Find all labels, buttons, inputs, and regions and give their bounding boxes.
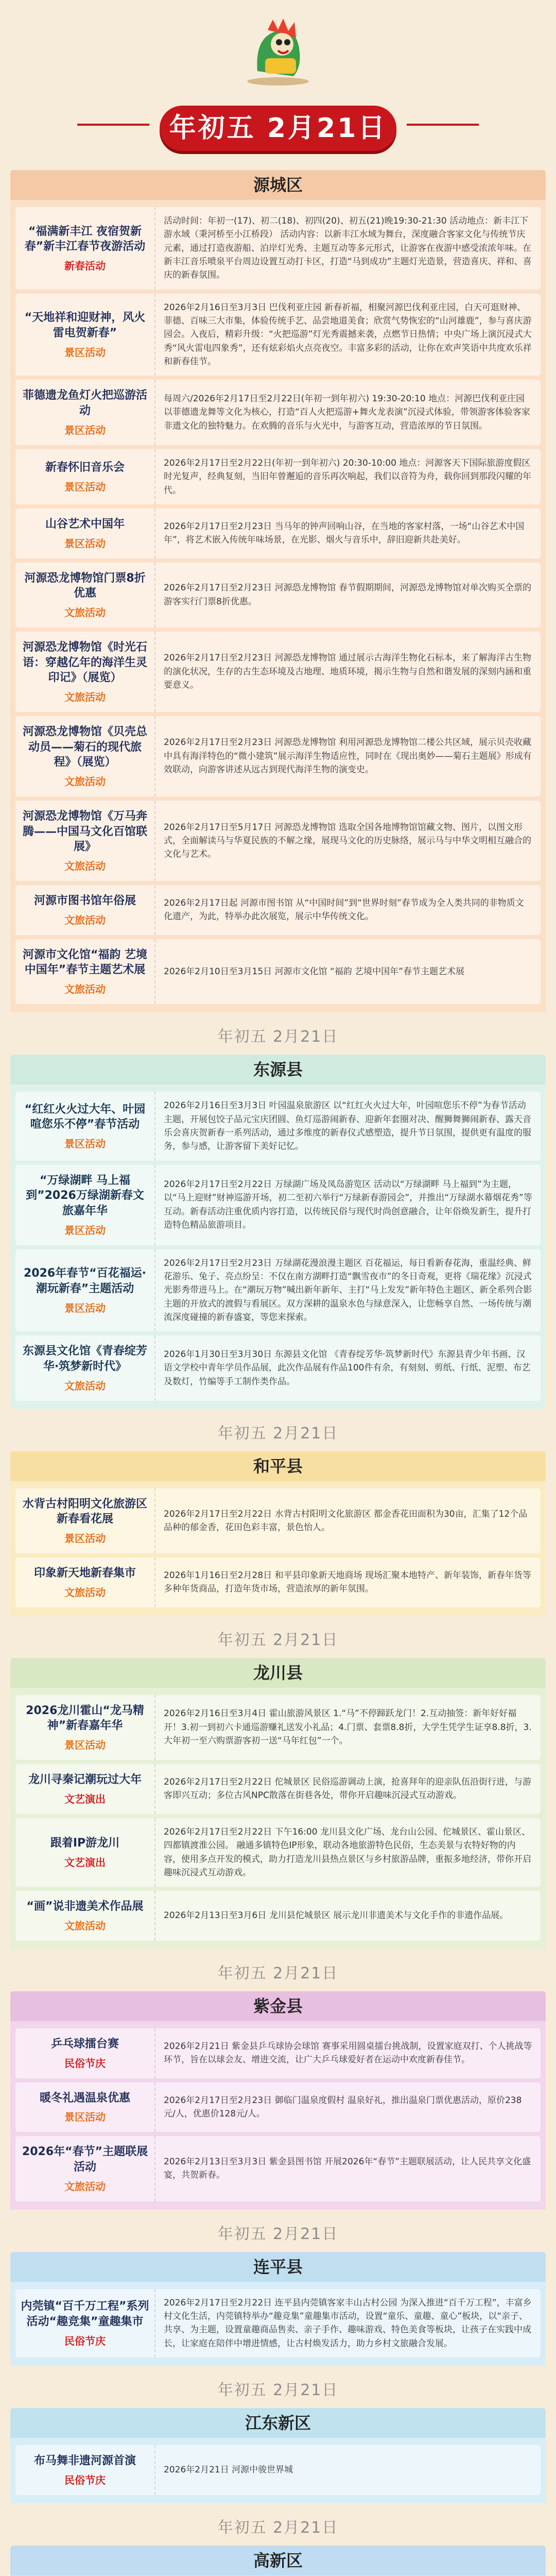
event-category: 文旅活动 — [64, 983, 106, 996]
event-name: 乒乓球擂台赛 — [50, 2037, 119, 2050]
date-divider: 年初五 2月21日 — [217, 2518, 339, 2537]
section-body — [10, 1084, 546, 1409]
event-label-cell — [15, 716, 154, 796]
event-row — [15, 1335, 541, 1400]
event-name: 河源恐龙博物馆《时光石语：穿越亿年的海洋生灵印记》（展览） — [22, 640, 147, 685]
event-name: 布马舞非遗河源首演 — [33, 2454, 136, 2467]
section-title: 江东新区 — [10, 2408, 546, 2438]
event-row — [15, 2082, 541, 2132]
event-row — [15, 1249, 541, 1332]
event-description: 2026年2月13日至3月3日 紫金县图书馆 开展2026年“春节”主题联展活动，让人民共享文化盛宴，共贺新春。 — [154, 2136, 541, 2201]
section-title: 连平县 — [10, 2252, 546, 2282]
event-label-cell — [15, 2445, 154, 2495]
event-row — [15, 563, 541, 628]
date-divider: 年初五 2月21日 — [217, 2225, 339, 2243]
event-name: 2026龙川霍山“龙马精神”新春嘉年华 — [26, 1704, 144, 1733]
event-label-cell — [15, 1335, 154, 1400]
event-description: 2026年2月17日至2月23日 河源恐龙博物馆 通过展示古海洋生物化石标本，来了解海洋古生物的演化状况，生存的古生态环境及古地理、地质环境，揭示生物与自然和谐发展的深刻内涵和重要意义。 — [154, 632, 541, 712]
date-divider: 年初五 2月21日 — [217, 2381, 339, 2399]
event-row — [15, 801, 541, 881]
event-category: 新春活动 — [64, 260, 106, 273]
event-category: 文艺演出 — [64, 1856, 106, 1869]
event-category: 文旅活动 — [64, 1379, 106, 1392]
event-row — [15, 1488, 541, 1553]
event-category: 文旅活动 — [64, 1919, 106, 1932]
event-description: 2026年2月17日至2月23日 御临门温泉度假村 温泉好礼，推出温泉门票优惠活动，原价238元/人，优惠价128元/人。 — [154, 2082, 541, 2132]
event-category: 景区活动 — [64, 346, 106, 359]
event-label-cell — [15, 207, 154, 290]
event-category: 文旅活动 — [64, 913, 106, 926]
event-description: 2026年2月17日至2月23日 万绿湖花漫浪漫主题区 百花福运，每日看新春花海，重温经典、鲜花游乐、兔子、亮点纷呈：不仅在南方湖畔打造“飘雪夜市”的冬日奇观，更将《瑞花缘》沉浸式光影秀带进马上。在“潮玩万物”喊出新年新年、主打“马上发发”新年特色主题区、新全系列合影主题的开放式的渡假与看展区。双方深耕的温泉水色与绿意深入，让您畅享自然、一场传统与潮流深度碰撞的新春盛宴，等您来探索。 — [154, 1249, 541, 1332]
event-label-cell — [15, 2028, 154, 2078]
header-decoration-right — [407, 124, 479, 126]
event-category: 景区活动 — [64, 1301, 106, 1314]
section-title: 东源县 — [10, 1055, 546, 1084]
mascot-dinosaur-icon — [237, 9, 319, 87]
event-label-cell — [15, 380, 154, 445]
event-description: 2026年2月17日至2月22日 水背古村阳明文化旅游区 都金香花田面积为30亩，汇集了12个品品种的郁金香，花田色彩丰富，景色怡人。 — [154, 1488, 541, 1553]
section-longchuan — [10, 1658, 546, 1949]
event-name: 2026年“春节”主题联展活动 — [22, 2145, 148, 2174]
event-label-cell — [15, 1695, 154, 1760]
section-lianping — [10, 2252, 546, 2366]
event-row — [15, 2289, 541, 2358]
event-name: “红红火火过大年、叶园喧您乐不停”春节活动 — [24, 1103, 146, 1131]
event-category: 文旅活动 — [64, 775, 106, 788]
event-description: 2026年2月16日至3月3日 巴伐利亚庄园 新春祈福，相聚河源巴伐利亚庄园，白天可逛财神、菲德、百味三大市集，体验传统手艺、品尝地道美食；欣赏气势恢宏的“山河雄鹿”，参与喜庆游园会。入夜后，精彩升级：“火把巡游”灯光秀震撼来袭，点燃节日热情；中央广场上演沉浸式大秀“风火雷电四象秀”，还有炫彩焰火点亮夜空。丰富多彩的活动，让你在欢声笑语中共度欢乐祥和新春佳节。 — [154, 294, 541, 376]
event-name: “万绿湖畔 马上福到”2026万绿湖新春文旅嘉年华 — [26, 1174, 144, 1217]
section-body — [10, 2282, 546, 2366]
event-description: 活动时间：年初一(17)、初二(18)、初四(20)、初五(21)晚19:30-21:30 活动地点：新丰江下游水域（秉河桥至小江桥段） 活动内容：以新丰江水域为舞台，深度融合客家文化与传统节庆元素，通过打造夜游船、泊岸灯光秀、主题互动等多元形式，让游客在夜游中感受浓浓年味。在新丰江音乐喷泉平台周边设置互动打卡区，打造“马到成功”主题灯光造景，营造喜庆、祥和、喜庆的新春氛围。 — [154, 207, 541, 290]
event-row — [15, 632, 541, 712]
event-category: 文旅活动 — [64, 1586, 106, 1599]
date-divider: 年初五 2月21日 — [217, 1424, 339, 1443]
event-name: 印象新天地新春集市 — [33, 1567, 136, 1580]
event-name: 山谷艺术中国年 — [45, 517, 125, 531]
event-name: 河源恐龙博物馆门票8折优惠 — [24, 571, 146, 600]
section-body — [10, 1481, 546, 1616]
event-category: 文旅活动 — [64, 2180, 106, 2193]
event-description: 2026年2月16日至3月3日 叶园温泉旅游区 以“红红火火过大年，叶园喧您乐不停”为春节活动主题，开展包饺子品元宝庆团圆、鱼灯巡游闹新春、迎新年套圈对决、醒狮舞狮闹新春、露天音乐会喜庆贺新春一系列活动，通过多维度的新春仪式感塑造，提升节日氛围，提供更有温度的服务，参与感，让游客留下美好记忆。 — [154, 1092, 541, 1160]
event-description: 2026年2月10日至3月15日 河源市文化馆 “福韵 艺境中国年”春节主题艺术展 — [154, 939, 541, 1004]
event-description: 2026年2月17日至2月22日 佗城景区 民俗巡游调动上演，抢喜拜年的迎亲队伍沿街行进，与游客即兴互动；多位古风NPC散落在街巷各处，带你开启趣味沉浸式互动游戏。 — [154, 1764, 541, 1814]
event-row — [15, 1891, 541, 1941]
event-row — [15, 885, 541, 935]
page-title: 年初五 2月21日 — [160, 106, 396, 151]
section-gaoxin — [10, 2546, 546, 2576]
event-row — [15, 1557, 541, 1607]
event-name: 东源县文化馆《青春绽芳华·筑梦新时代》 — [22, 1345, 147, 1373]
event-label-cell — [15, 563, 154, 628]
event-label-cell — [15, 1165, 154, 1245]
event-label-cell — [15, 2136, 154, 2201]
event-row — [15, 1092, 541, 1160]
event-label-cell — [15, 1249, 154, 1332]
event-description: 2026年2月21日 紫金县乒乓球协会球馆 赛事采用圆桌擂台挑战制，设置家庭双打、个人挑战等环节，旨在以球会友、增进交流，让广大乒乓球爱好者在运动中欢度新春佳节。 — [154, 2028, 541, 2078]
event-name: 水背古村阳明文化旅游区新春看花展 — [22, 1497, 147, 1526]
event-label-cell — [15, 1764, 154, 1814]
event-name: 内莞镇“百千万工程”系列活动“趣竞集”童趣集市 — [21, 2300, 149, 2328]
event-description: 2026年2月17日至2月22日 下午16:00 龙川县文化广场、龙台山公园、佗城景区、霍山景区、四都镇渡淮公园。 融通多镇特色IP形象，联动各地旅游特色民俗，生态美景与农特好物的内容，使用多点开发的模式，助力打造龙川县热点景区与乡村旅游品牌，重振多地经济，带你开启趣味沉浸式互动游戏。 — [154, 1818, 541, 1887]
event-label-cell — [15, 509, 154, 558]
event-label-cell — [15, 1488, 154, 1553]
event-description: 2026年2月17日至2月22日 连平县内莞镇客家丰山古村公园 为深入推进“百千万工程”，丰富乡村文化生活，内莞镇特举办“趣竞集”童趣集市活动，设置“童乐、童趣、童心”板块，以“亲子、共享、为主题，设置童趣商品售卖、亲子手作、趣味游戏、特色美食等板块，让孩子在实践中成长，让家庭在陪伴中增进情感，让古村焕发活力，助力乡村文旅融合发展。 — [154, 2289, 541, 2358]
section-title: 龙川县 — [10, 1658, 546, 1688]
event-description: 2026年2月17日起 河源市图书馆 从“中国时间”到“世界时刻”春节成为全人类共同的非物质文化遗产，为此，特举办此次展览，展示中华传统文化。 — [154, 885, 541, 935]
event-row — [15, 1764, 541, 1814]
event-description: 2026年2月21日 河源中骏世界城 — [154, 2445, 541, 2495]
event-label-cell — [15, 885, 154, 935]
event-category: 文旅活动 — [64, 690, 106, 703]
section-body — [10, 1688, 546, 1949]
event-category: 民俗节庆 — [64, 2057, 106, 2070]
date-divider: 年初五 2月21日 — [217, 1964, 339, 1982]
event-row — [15, 380, 541, 445]
event-description: 2026年2月17日至2月23日 河源恐龙博物馆 春节假期期间，河源恐龙博物馆对单次购买全票的游客实行门票8折优惠。 — [154, 563, 541, 628]
section-yuancheng — [10, 170, 546, 1012]
event-row — [15, 1695, 541, 1760]
event-label-cell — [15, 1092, 154, 1160]
event-name: 菲德遗龙鱼灯火把巡游活动 — [22, 389, 147, 418]
event-description: 2026年1月16日至2月28日 和平县印象新天地商场 现场汇聚本地特产、新年装饰，新春年货等多种年货商品，打造年货市场，营造浓厚的新年氛围。 — [154, 1557, 541, 1607]
event-description: 2026年2月17日至2月23日 当马年的钟声回响山谷，在当地的客家村落，一场“山谷艺术中国年”，将艺术嵌入传统年味场景，在光影、烟火与音乐中，辞旧迎新共赴美好。 — [154, 509, 541, 558]
date-divider: 年初五 2月21日 — [217, 1631, 339, 1649]
event-description: 2026年2月17日至2月23日 河源恐龙博物馆 利用河源恐龙博物馆二楼公共区域，展示贝壳收藏中具有海洋特色的“微小建筑”展示海洋生物适应性，同时在《现出奥妙——菊石主题展》形成有效联动，向游客讲述从远古到现代海洋生物的演变史。 — [154, 716, 541, 796]
section-body — [10, 2021, 546, 2210]
event-row — [15, 207, 541, 290]
event-name: 河源市图书馆年俗展 — [33, 894, 136, 908]
event-name: “福满新丰江 夜宿贺新春”新丰江春节夜游活动 — [24, 225, 146, 253]
event-row — [15, 449, 541, 504]
section-dongyuan — [10, 1055, 546, 1409]
event-category: 景区活动 — [64, 1138, 106, 1150]
event-row — [15, 939, 541, 1004]
event-label-cell — [15, 2289, 154, 2358]
event-label-cell — [15, 294, 154, 376]
event-category: 文艺演出 — [64, 1792, 106, 1805]
event-category: 文旅活动 — [64, 860, 106, 873]
event-name: 河源市文化馆“福韵 艺境中国年”春节主题艺术展 — [22, 948, 148, 977]
section-title: 源城区 — [10, 170, 546, 200]
event-label-cell — [15, 1818, 154, 1887]
event-row — [15, 716, 541, 796]
event-label-cell — [15, 2082, 154, 2132]
sections-container — [0, 170, 556, 2576]
event-category: 景区活动 — [64, 423, 106, 436]
event-row — [15, 1165, 541, 1245]
event-description: 2026年2月17日至5月17日 河源恐龙博物馆 选取全国各地博物馆馆藏文物、图片，以图文形式，全面解读马与华夏民族的不解之缘，展现马文化的历史脉络，展示马与中华文明相互融合的文化与艺术。 — [154, 801, 541, 881]
section-heping — [10, 1451, 546, 1616]
event-label-cell — [15, 939, 154, 1004]
event-row — [15, 2136, 541, 2201]
event-name: 河源恐龙博物馆《万马奔腾——中国马文化百馆联展》 — [22, 810, 147, 854]
event-category: 文旅活动 — [64, 606, 106, 619]
event-row — [15, 2028, 541, 2078]
event-row — [15, 294, 541, 376]
event-row — [15, 509, 541, 558]
event-name: “天地祥和迎财神，风火雷电贺新春” — [24, 311, 146, 340]
event-name: 暖冬礼遇温泉优惠 — [39, 2091, 130, 2105]
event-description: 2026年2月17日至2月22日 万绿湖广场及凤岛游览区 活动以“万绿湖畔 马上福到”为主题，以“马上迎财”财神巡游开场，初二至初六举行“万绿新春游园会”，并推出“万绿湖水幕烟花秀”等互动。新春活动注重优质内容打造，以传统民俗与现代时尚创意融合，让年俗焕发新生，提升打造特色精品旅游项目。 — [154, 1165, 541, 1245]
section-body — [10, 200, 546, 1012]
event-name: 2026年春节“百花福运·潮玩新春”主题活动 — [23, 1267, 147, 1295]
event-name: 跟着IP游龙川 — [50, 1837, 120, 1850]
event-row — [15, 1818, 541, 1887]
event-name: “画”说非遗美术作品展 — [26, 1900, 144, 1913]
event-description: 2026年2月17日至2月22日(年初一到年初六) 20:30-10:00 地点：河源客天下国际旅游度假区 时光复声，经典复刻，当旧年曾邂逅的音乐再次响起，我们以音符为舟，载你回到那段闪耀的年代。 — [154, 449, 541, 504]
section-zijin — [10, 1991, 546, 2210]
event-description: 每周六/2026年2月17日至2月22日(年初一到年初六) 19:30-20:10 地点：河源巴伐利亚庄园 以菲德遗龙舞等文化为核心，打造“百人火把巡游+舞火龙表演”沉浸式体验，带领游客体验客家非遗文化的独特魅力。在欢腾的音乐与火光中，与游客互动，营造浓厚的节日氛围。 — [154, 380, 541, 445]
section-body — [10, 2438, 546, 2503]
event-label-cell — [15, 449, 154, 504]
event-description: 2026年2月16日至3月4日 霍山旅游风景区 1.“马”不停蹄跃龙门！2.互动抽签：新年好好福开！3.初一到初六卡通巡游赚礼送发小礼品；4.门票、套票8.8折，大学生凭学生证享8.8折，3.大年初一至六购票游客初一送“马年红包”一个。 — [154, 1695, 541, 1760]
section-jiangdong — [10, 2408, 546, 2503]
event-name: 河源恐龙博物馆《贝壳总动员——菊石的现代旅程》（展览） — [22, 725, 147, 769]
event-row — [15, 2445, 541, 2495]
event-category: 景区活动 — [64, 1739, 106, 1752]
event-category: 景区活动 — [64, 1224, 106, 1236]
section-title: 高新区 — [10, 2546, 546, 2575]
event-category: 民俗节庆 — [64, 2473, 106, 2486]
event-name: 龙川寻秦记潮玩过大年 — [28, 1773, 142, 1787]
event-name: 新春怀旧音乐会 — [45, 461, 125, 474]
event-description: 2026年2月13日至3月6日 龙川县佗城景区 展示龙川非遗美术与文化手作的非遗作品展。 — [154, 1891, 541, 1941]
event-label-cell — [15, 632, 154, 712]
header — [0, 0, 556, 170]
event-category: 景区活动 — [64, 480, 106, 493]
event-category: 景区活动 — [64, 537, 106, 550]
header-decoration-left — [77, 124, 149, 126]
event-category: 民俗节庆 — [64, 2334, 106, 2347]
event-label-cell — [15, 801, 154, 881]
event-category: 景区活动 — [64, 1532, 106, 1545]
date-divider: 年初五 2月21日 — [217, 1028, 339, 1046]
event-label-cell — [15, 1891, 154, 1941]
section-title: 和平县 — [10, 1451, 546, 1481]
event-category: 景区活动 — [64, 2111, 106, 2124]
section-title: 紫金县 — [10, 1991, 546, 2021]
event-description: 2026年1月30日至3月30日 东源县文化馆 《青春绽芳华·筑梦新时代》东源县青少年书画、汉语文学校中青年学员作品展，此次作品展有作品100件有余，有刻刻、剪纸、行纸、泥塑、布艺及数灯，竹编等手工制作类作品。 — [154, 1335, 541, 1400]
event-label-cell — [15, 1557, 154, 1607]
